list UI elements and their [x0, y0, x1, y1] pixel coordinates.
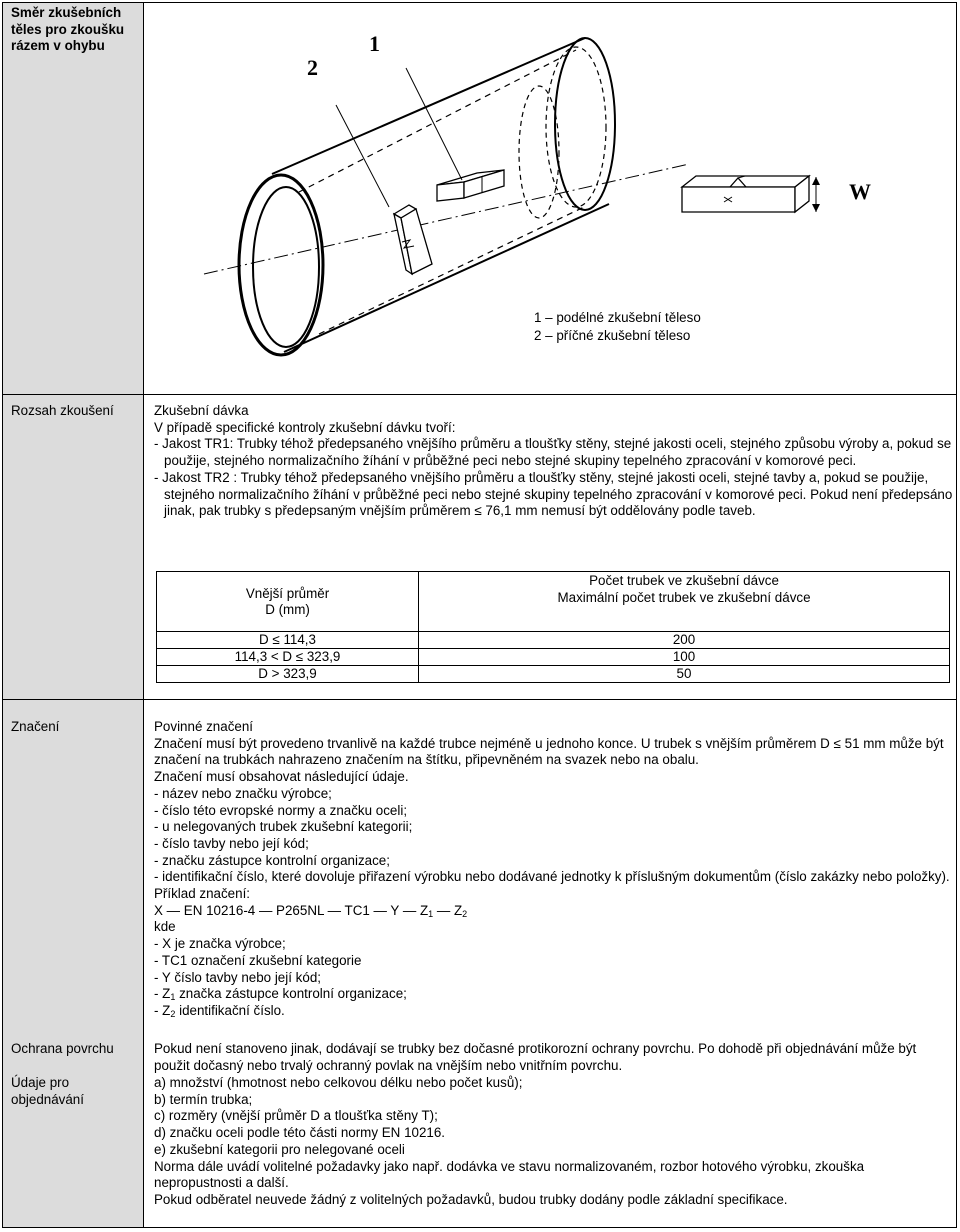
protection-text: Pokud není stanoveno jinak, dodávají se trubky bez dočasné protikorozní ochrany povrchu. Po dohodě při objednávání může být použit dočasný nebo trvalý ochranný povlak na vnějším nebo vnitřním povrchu.: [154, 1041, 917, 1073]
ordering-note2: Pokud odběratel neuvede žádný z volitelných požadavků, budou trubky dodány podle základní specifikace.: [154, 1191, 788, 1207]
table-cell-diameter: D ≤ 114,3: [157, 632, 419, 649]
table-cell-diameter: 114,3 < D ≤ 323,9: [157, 649, 419, 666]
border-right: [956, 2, 957, 1228]
marking-item: - značku zástupce kontrolní organizace;: [154, 852, 390, 868]
figure-label-2: 2: [307, 55, 318, 80]
table-cell-diameter: D > 323,9: [157, 666, 419, 683]
marking-heading: Povinné značení: [154, 719, 254, 734]
row-divider-2: [2, 699, 957, 700]
table-cell-count: 50: [419, 666, 950, 683]
ordering-item: d) značku oceli podle této části normy EN 10216.: [154, 1125, 446, 1141]
example-sub2: 2: [462, 908, 468, 919]
border-left: [2, 2, 3, 1228]
scope-tr2: - Jakost TR2 : Trubky téhož předepsaného vnějšího průměru a tloušťky stěny, stejné jakosti oceli, stejné tavby a, pokud se použije, stejného normalizačního žíhání v průběžné peci nebo stejné skupiny tepelného zpracování v komorové peci. Pokud není předepsáno jinak, pak trubky s předepsaným vnějším průměrem ≤ 76,1 mm nemusí být oddělovány podle taveb.: [154, 469, 953, 519]
label-direction: Směr zkušebních těles pro zkoušku rázem v ohybu: [11, 5, 125, 53]
label-marking: Značení: [11, 719, 60, 734]
scope-tr1: - Jakost TR1: Trubky téhož předepsaného vnějšího průměru a tloušťky stěny, stejné jakosti oceli, stejného způsobu výroby a, pokud se použije, stejného normalizačního žíhání v průběžné peci nebo stejné skupiny tepelného zpracování v komorové peci.: [154, 436, 952, 469]
figure-label-1: 1: [369, 31, 380, 56]
table-header-count: Počet trubek ve zkušební dávce: [419, 572, 950, 590]
label-scope: Rozsah zkoušení: [11, 403, 114, 418]
table-cell-count: 100: [419, 649, 950, 666]
example-mid: — Z: [433, 902, 463, 918]
marking-item: - u nelegovaných trubek zkušební kategorii;: [154, 819, 413, 835]
legend-tc1: - TC1 označení zkušební kategorie: [154, 952, 362, 968]
legend-z1-sub: 1: [170, 992, 176, 1003]
example-sub1: 1: [428, 908, 434, 919]
marking-item: - identifikační číslo, které dovoluje přiřazení výrobku nebo dodávané jednotky k příslušným dokumentům (číslo zakázky nebo položky).: [154, 869, 950, 885]
table-subheader-count: Maximální počet trubek ve zkušební dávce: [419, 590, 950, 632]
marking-p2: Značení musí obsahovat následující údaje.: [154, 769, 409, 785]
marking-item: - číslo tavby nebo její kód;: [154, 835, 309, 851]
legend-z2-pre: - Z: [154, 1002, 171, 1018]
figure-legend-2: 2 – příčné zkušební těleso: [534, 328, 691, 343]
figure-label-w: W: [849, 179, 871, 204]
marking-item: - název nebo značku výrobce;: [154, 785, 332, 801]
ordering-note1: Norma dále uvádí volitelné požadavky jako např. dodávka ve stavu normalizovaném, rozbor hotového výrobku, zkouška nepropustnosti a další.: [154, 1158, 865, 1191]
ordering-item: a) množství (hmotnost nebo celkovou délku nebo počet kusů);: [154, 1075, 523, 1090]
legend-z1-post: značka zástupce kontrolní organizace;: [175, 986, 407, 1002]
example-main: X — EN 10216-4 — P265NL — TC1 — Y — Z: [154, 902, 429, 918]
border-bottom: [2, 1227, 957, 1228]
marking-p1: Značení musí být provedeno trvanlivě na každé trubce nejméně u jednoho konce. U trubek s vnějším průměrem D ≤ 51 mm může být značení na trubkách nahrazeno značením na štítku, připevněném na svazek nebo na obalu.: [154, 735, 944, 768]
specimen-orientation-figure: [144, 2, 956, 394]
protection-section: [154, 1041, 954, 1074]
table-header-diameter: [157, 572, 419, 632]
header-diameter-line1: Vnější průměr: [245, 585, 330, 601]
batch-size-table: [156, 571, 950, 683]
row-divider-1: [2, 394, 957, 395]
ordering-section: [154, 1075, 954, 1209]
ordering-item: b) termín trubka;: [154, 1091, 253, 1107]
ordering-item: e) zkušební kategorii pro nelegované oceli: [154, 1141, 405, 1157]
table-cell-count: 200: [419, 632, 950, 649]
marking-example: [154, 903, 954, 920]
label-protection: Ochrana povrchu: [11, 1041, 114, 1056]
marking-section: [154, 719, 954, 1020]
legend-z1-pre: - Z: [154, 986, 171, 1002]
example-heading: Příklad značení:: [154, 886, 251, 902]
legend-y: - Y číslo tavby nebo její kód;: [154, 969, 321, 985]
figure-legend-1: 1 – podélné zkušební těleso: [534, 310, 701, 325]
legend-z2-post: identifikační číslo.: [175, 1002, 285, 1018]
legend-z1: [154, 986, 954, 1003]
legend-z2-sub: 2: [170, 1008, 176, 1019]
label-ordering: Údaje pro objednávání: [11, 1075, 84, 1107]
document-frame: [2, 2, 957, 1228]
legend-z2: [154, 1003, 954, 1020]
legend-x: - X je značka výrobce;: [154, 936, 286, 952]
header-diameter-line2: D (mm): [265, 601, 310, 617]
marking-item: - číslo této evropské normy a značku oceli;: [154, 802, 408, 818]
scope-heading: Zkušební dávka: [154, 403, 249, 418]
kde-label: kde: [154, 919, 176, 935]
ordering-item: c) rozměry (vnější průměr D a tloušťka stěny T);: [154, 1108, 438, 1124]
scope-section: [154, 403, 954, 520]
scope-intro: V případě specifické kontroly zkušební dávku tvoří:: [154, 419, 456, 435]
